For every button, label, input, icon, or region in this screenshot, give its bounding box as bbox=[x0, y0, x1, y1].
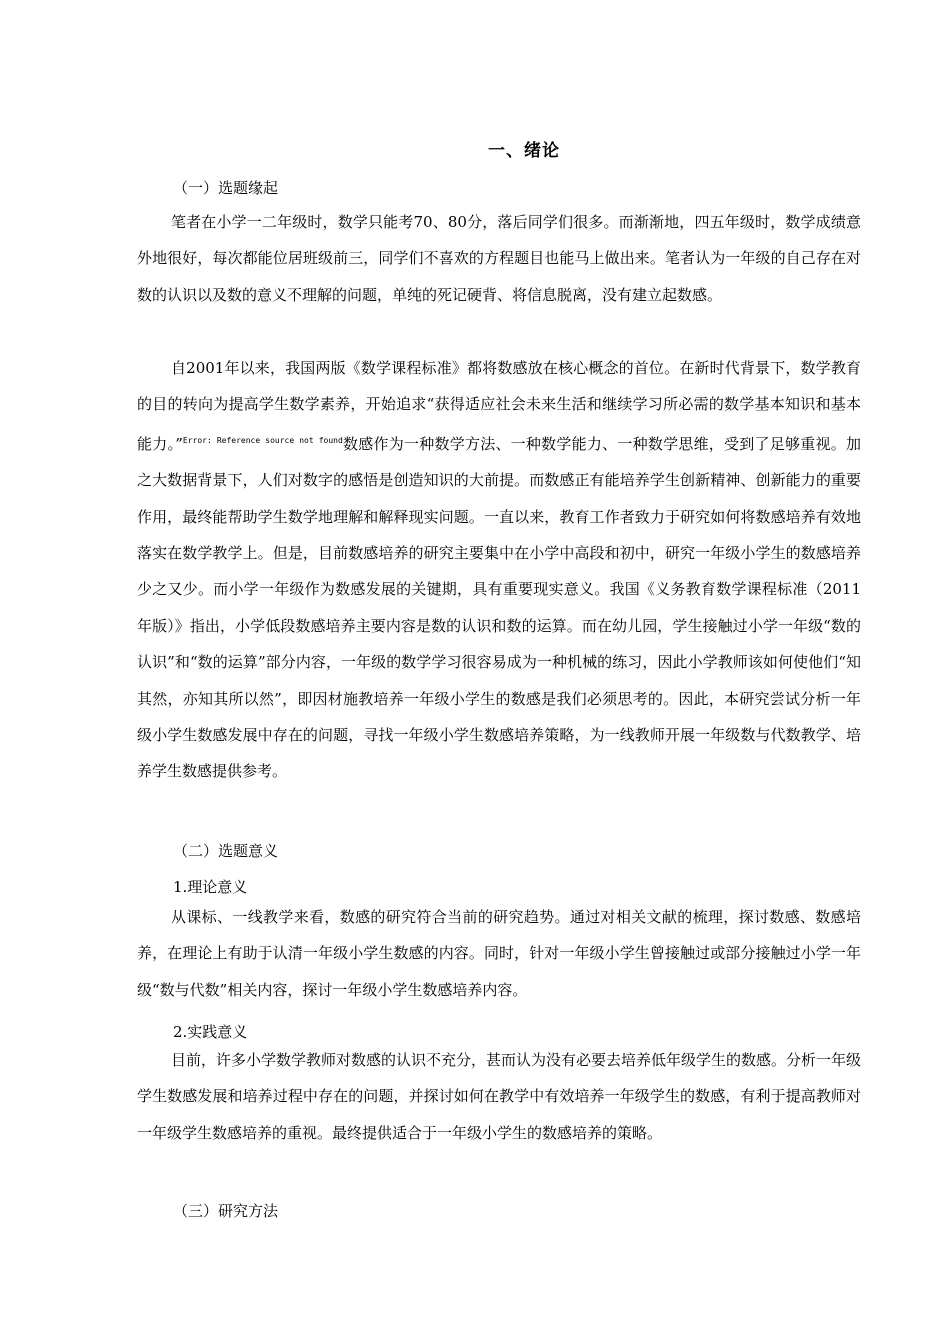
paragraph-4: 目前，许多小学数学教师对数感的认识不充分，甚而认为没有必要去培养低年级学生的数感。分析一年级学生数感发展和培养过程中存在的问题，并探讨如何在教学中有效培养一年级学生的数感，有利于提高教师对一年级学生数感培养的重视。最终提供适合于一年级小学生的数感培养的策略。 bbox=[137, 1051, 862, 1142]
section-heading-2: （二）选题意义 bbox=[173, 842, 279, 860]
subheading-theory: 1.理论意义 bbox=[173, 878, 248, 896]
paragraph-1: 笔者在小学一二年级时，数学只能考70、80分，落后同学们很多。而渐渐地，四五年级时，数学成绩意外地很好，每次都能位居班级前三，同学们不喜欢的方程题目也能马上做出来。笔者认为一年级的自己存在对数的认识以及数的意义不理解的问题，单纯的死记硬背、将信息脱离，没有建立起数感。 bbox=[137, 213, 861, 304]
section-heading-3: （三）研究方法 bbox=[173, 1202, 279, 1220]
section-heading-1: （一）选题缘起 bbox=[173, 179, 279, 197]
reference-error: Error: Reference source not found bbox=[182, 435, 343, 445]
subheading-practice: 2.实践意义 bbox=[173, 1023, 248, 1041]
paragraph-2 bbox=[137, 350, 861, 790]
paragraph-3: 从课标、一线教学来看，数感的研究符合当前的研究趋势。通过对相关文献的梳理，探讨数感、数感培养，在理论上有助于认清一年级小学生数感的内容。同时，针对一年级小学生曾接触过或部分接触过小学一年级“数与代数”相关内容，探讨一年级小学生数感培养内容。 bbox=[137, 908, 861, 999]
chapter-title: 一、绪论 bbox=[488, 141, 560, 161]
paragraph-2-text-a: 自2001年以来，我国两版《数学课程标准》都将数感放在核心概念的首位。在新时代背景下，数学教育的目的转向为提高学生数学素养，开始追求“获得适应社会未来生活和继续学习所必需的数学基本知识和基本能力。” bbox=[137, 359, 861, 453]
paragraph-2-text-b: 数感作为一种数学方法、一种数学能力、一种数学思维，受到了足够重视。加之大数据背景下，人们对数字的感悟是创造知识的大前提。而数感正有能培养学生创新精神、创新能力的重要作用，最终能帮助学生数学地理解和解释现实问题。一直以来，教育工作者致力于研究如何将数感培养有效地落实在数学教学上。但是，目前数感培养的研究主要集中在小学中高段和初中，研究一年级小学生的数感培养少之又少。而小学一年级作为数感发展的关键期，具有重要现实意义。我国《义务教育数学课程标准（2011年版）》指出，小学低段数感培养主要内容是数的认识和数的运算。而在幼儿园，学生接触过小学一年级“数的认识”和“数的运算”部分内容，一年级的数学学习很容易成为一种机械的练习，因此小学教师该如何使他们“知其然，亦知其所以然”，即因材施教培养一年级小学生的数感是我们必须思考的。因此，本研究尝试分析一年级小学生数感发展中存在的问题，寻找一年级小学生数感培养策略，为一线教师开展一年级数与代数教学、培养学生数感提供参考。 bbox=[137, 434, 861, 781]
